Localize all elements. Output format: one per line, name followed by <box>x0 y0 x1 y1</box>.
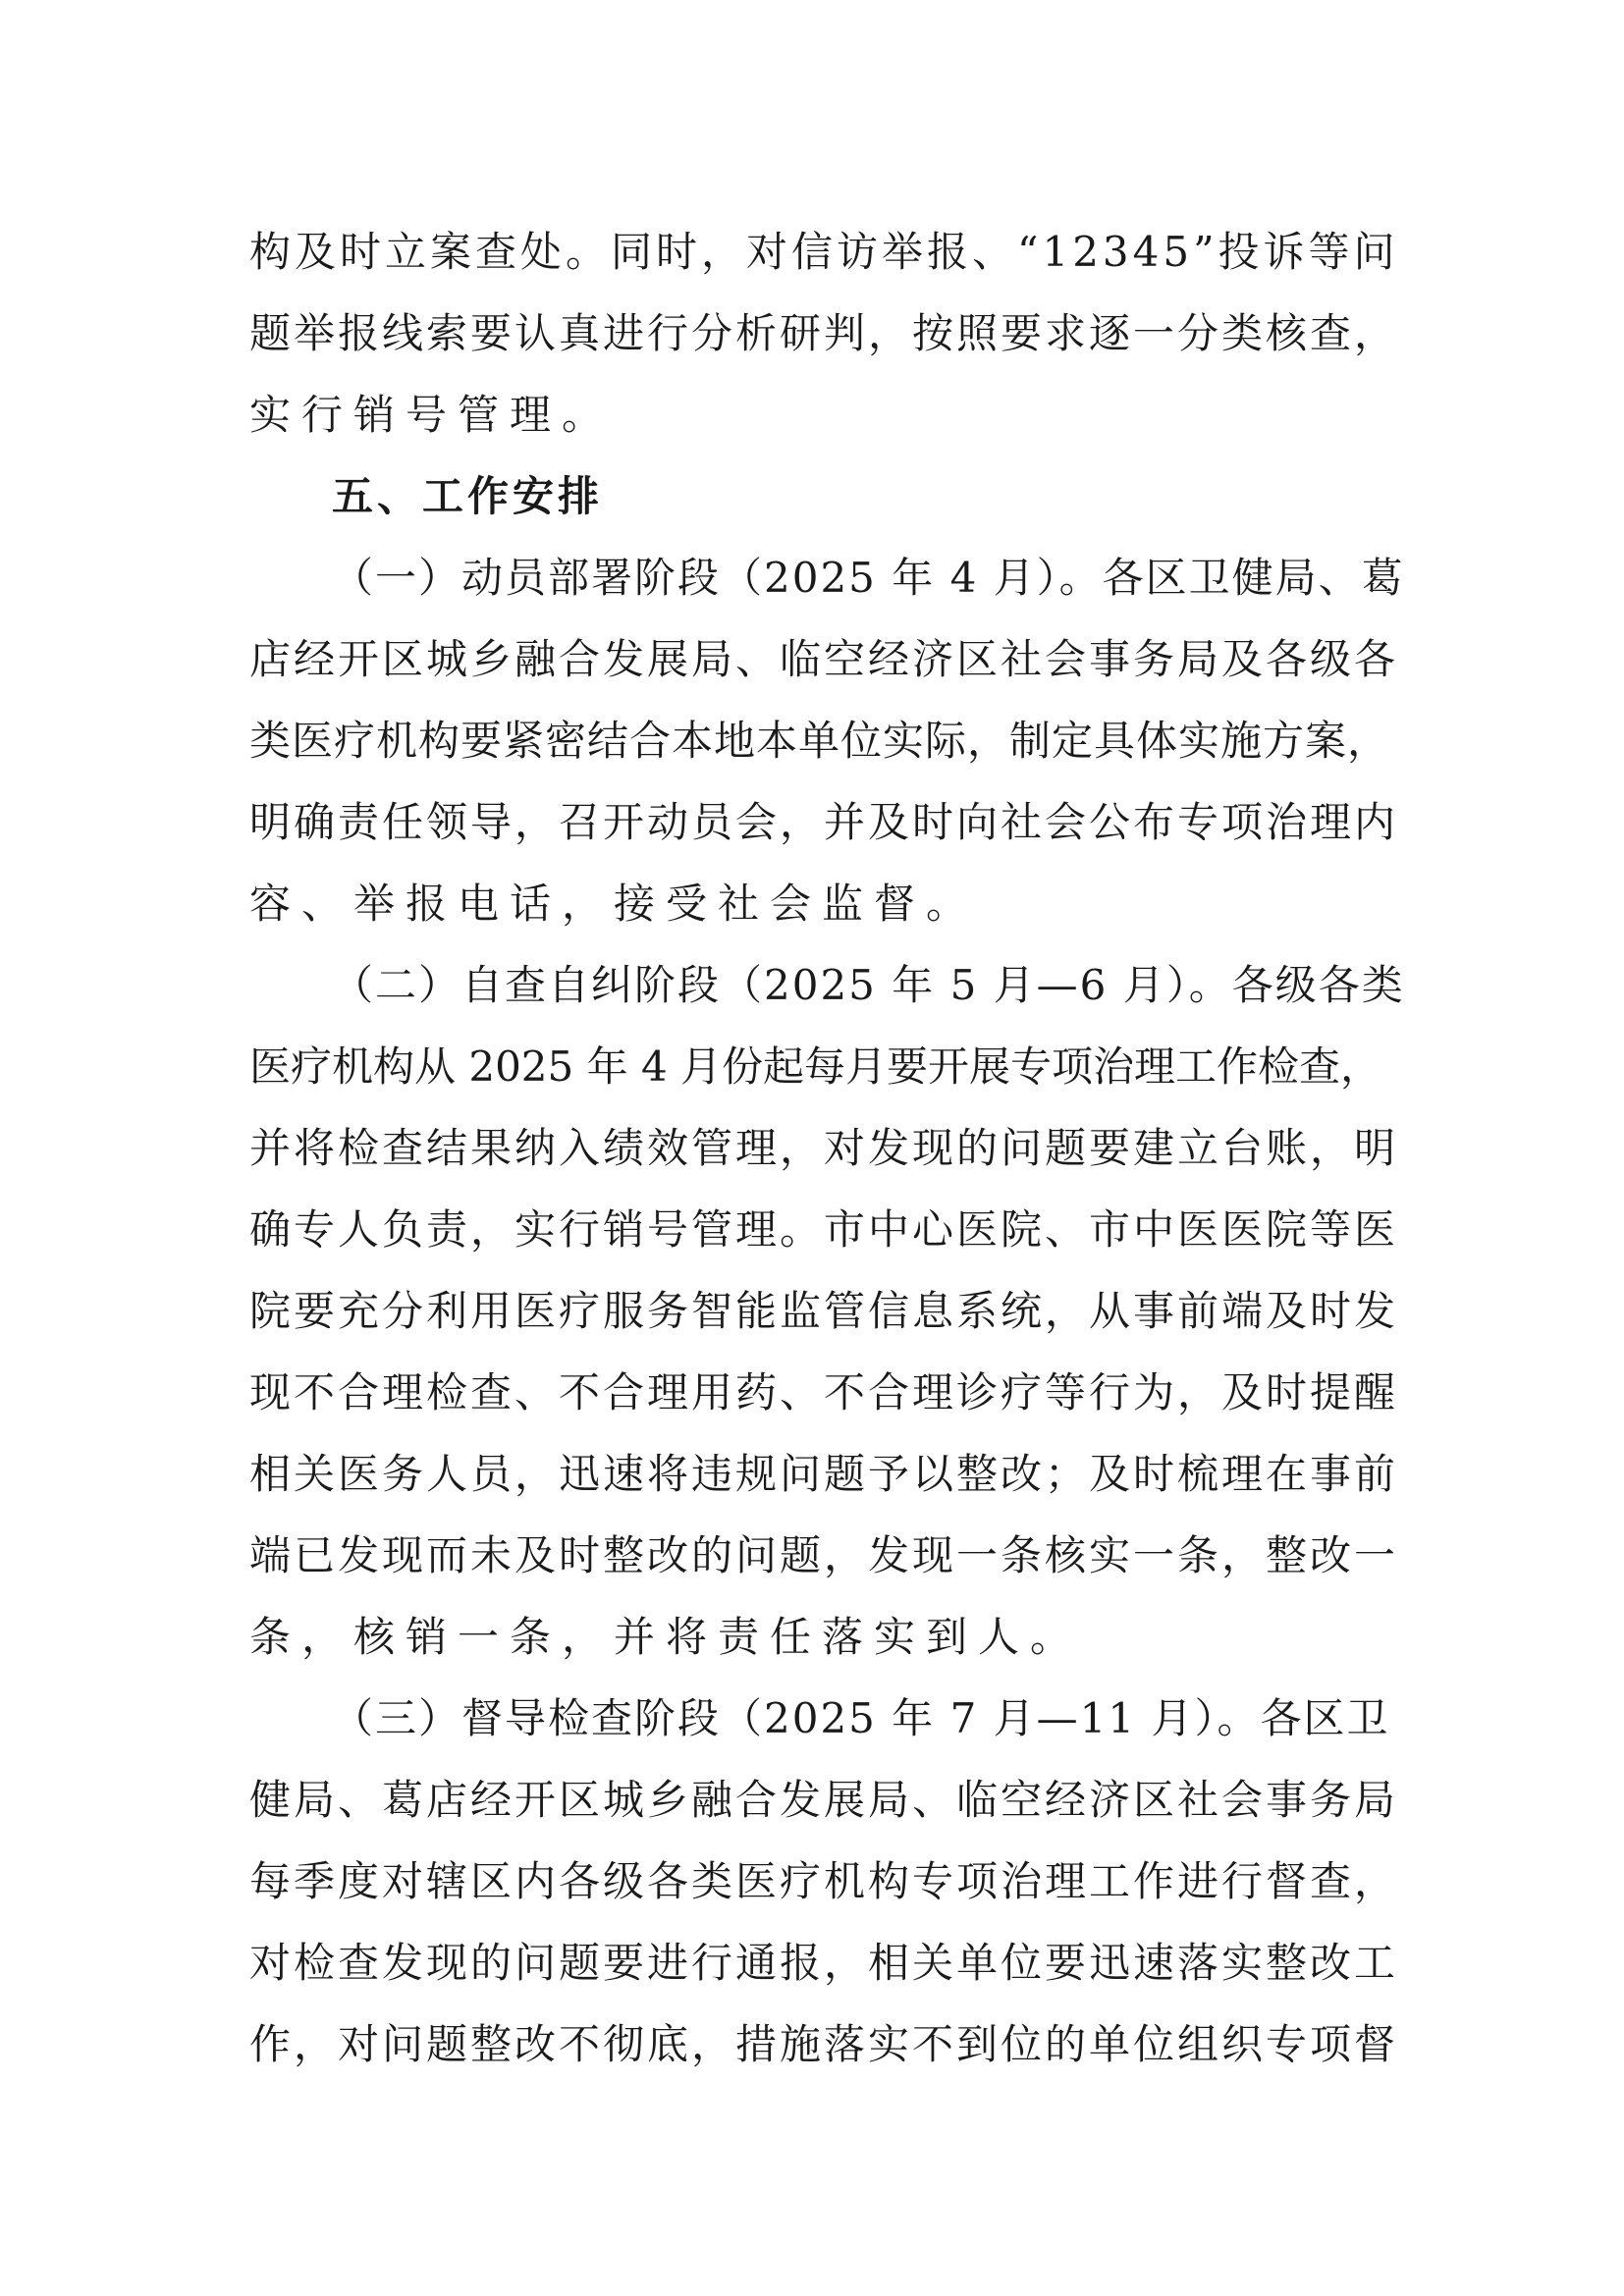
body-text-line: 端已发现而未及时整改的问题，发现一条核实一条，整改一 <box>249 1531 1399 1579</box>
subsection-first-line: （二）自查自纠阶段（2025 年 5 月—6 月）。各级各类 <box>332 961 1405 1009</box>
body-text-line: 现不合理检查、不合理用药、不合理诊疗等行为，及时提醒 <box>249 1368 1399 1416</box>
body-text-line: 条，核销一条，并将责任落实到人。 <box>249 1613 1083 1661</box>
body-text-line: 确专人负责，实行销号管理。市中心医院、市中医医院等医 <box>249 1205 1399 1254</box>
body-text-line: 构及时立案查处。同时，对信访举报、“12345”投诉等问 <box>249 228 1399 276</box>
body-text-line: 店经开区城乡融合发展局、临空经济区社会事务局及各级各 <box>249 635 1399 683</box>
subsection-first-line: （一）动员部署阶段（2025 年 4 月）。各区卫健局、葛 <box>332 554 1405 602</box>
body-text-line: 作，对问题整改不彻底，措施落实不到位的单位组织专项督 <box>249 2020 1399 2068</box>
body-text-line: 医疗机构从 2025 年 4 月份起每月要开展专项治理工作检查， <box>249 1042 1382 1091</box>
body-text-line: 对检查发现的问题要进行通报，相关单位要迅速落实整改工 <box>249 1939 1399 1987</box>
body-text-line: 每季度对辖区内各级各类医疗机构专项治理工作进行督查， <box>249 1857 1399 1905</box>
body-text-line: 实行销号管理。 <box>249 391 615 439</box>
body-text-line: 类医疗机构要紧密结合本地本单位实际，制定具体实施方案， <box>249 717 1390 765</box>
section-heading: 五、工作安排 <box>332 472 604 520</box>
body-text-line: 并将检查结果纳入绩效管理，对发现的问题要建立台账，明 <box>249 1124 1399 1172</box>
body-text-line: 相关医务人员，迅速将违规问题予以整改；及时梳理在事前 <box>249 1450 1399 1498</box>
body-text-line: 题举报线索要认真进行分析研判，按照要求逐一分类核查， <box>249 309 1399 357</box>
body-text-line: 院要充分利用医疗服务智能监管信息系统，从事前端及时发 <box>249 1287 1399 1335</box>
subsection-first-line: （三）督导检查阶段（2025 年 7 月—11 月）。各区卫 <box>332 1694 1390 1742</box>
body-text-line: 容、举报电话，接受社会监督。 <box>249 880 979 928</box>
body-text-line: 明确责任领导，召开动员会，并及时向社会公布专项治理内 <box>249 798 1399 846</box>
body-text-line: 健局、葛店经开区城乡融合发展局、临空经济区社会事务局 <box>249 1776 1399 1824</box>
